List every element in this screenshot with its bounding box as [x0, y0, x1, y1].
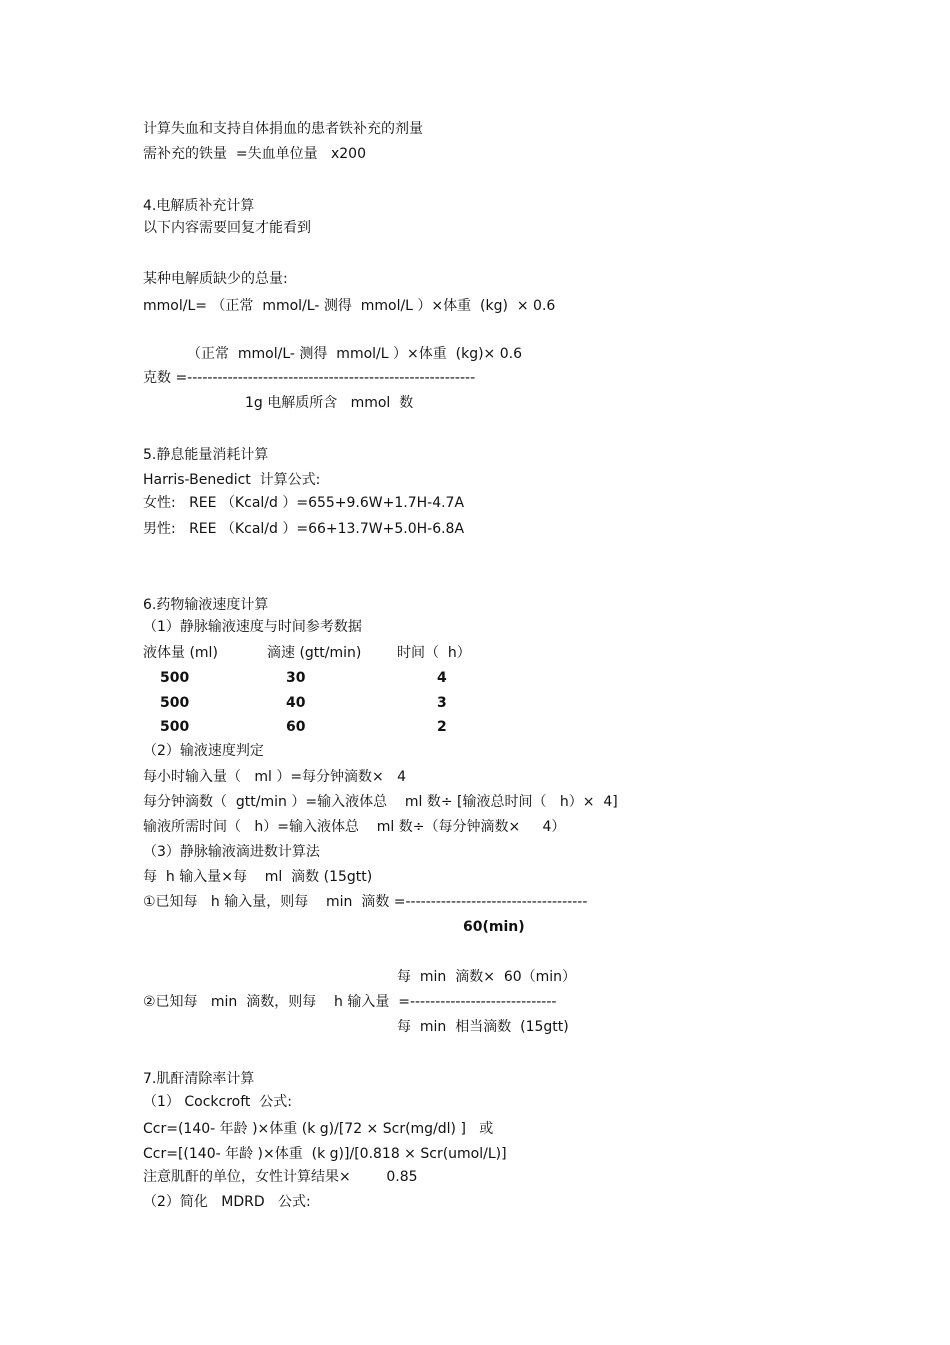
section-heading: 7.肌酐清除率计算	[143, 1071, 255, 1087]
table-cell: 40	[286, 695, 306, 711]
section-heading: 4.电解质补充计算	[143, 198, 255, 214]
text-line: （2）输液速度判定	[143, 743, 264, 759]
formula-denominator: 每 min 相当滴数 (15gtt)	[397, 1019, 569, 1035]
formula-line: 男性: REE （Kcal/d ）=66+13.7W+5.0H-6.8A	[143, 521, 465, 537]
text-line: 某种电解质缺少的总量:	[143, 271, 288, 287]
formula-line: 每分钟滴数（ gtt/min ）=输入液体总 ml 数÷ [输液总时间（ h）× 4]	[143, 794, 618, 810]
formula-line: Ccr=(140- 年龄 )×体重 (k g)/[72 × Scr(mg/dl) ] 或	[143, 1121, 494, 1137]
formula-line: 克数 =---------------------------------------------------------	[143, 370, 476, 386]
table-cell: 60	[286, 719, 306, 735]
table-cell: 3	[437, 695, 447, 711]
formula-line: ①已知每 h 输入量，则每 min 滴数 =------------------------------------	[143, 894, 588, 910]
table-header: 液体量 (ml)	[143, 645, 218, 661]
text-line: 注意肌酐的单位，女性计算结果× 0.85	[143, 1169, 418, 1185]
section-heading: 5.静息能量消耗计算	[143, 447, 269, 463]
formula-line: ②已知每 min 滴数，则每 h 输入量 =-----------------------------	[143, 994, 557, 1010]
text-line: 计算失血和支持自体捐血的患者铁补充的剂量	[143, 121, 423, 137]
formula-numerator: （正常 mmol/L- 测得 mmol/L ）×体重 (kg)× 0.6	[187, 346, 522, 362]
table-cell: 30	[286, 670, 306, 686]
table-header: 滴速 (gtt/min)	[267, 645, 362, 661]
table-cell: 500	[160, 670, 190, 686]
text-line: （2）简化 MDRD 公式:	[143, 1194, 311, 1210]
section-heading: 6.药物输液速度计算	[143, 597, 269, 613]
formula-numerator: 每 min 滴数× 60（min）	[397, 969, 577, 985]
formula-denominator: 1g 电解质所含 mmol 数	[245, 395, 414, 411]
formula-line: Ccr=[(140- 年龄 )×体重 (k g)]/[0.818 × Scr(umol/L)]	[143, 1146, 507, 1162]
formula-line: 每小时输入量（ ml ）=每分钟滴数× 4	[143, 769, 407, 785]
table-cell: 500	[160, 719, 190, 735]
table-cell: 500	[160, 695, 190, 711]
text-line: （3）静脉输液滴进数计算法	[143, 844, 320, 860]
text-line: 需补充的铁量 =失血单位量 x200	[143, 146, 366, 162]
formula-numerator: 每 h 输入量×每 ml 滴数 (15gtt)	[143, 869, 373, 885]
formula-line: mmol/L= （正常 mmol/L- 测得 mmol/L ）×体重 (kg) × 0.6	[143, 298, 556, 314]
table-header: 时间（ h）	[397, 645, 471, 661]
formula-line: 输液所需时间（ h）=输入液体总 ml 数÷（每分钟滴数× 4）	[143, 819, 566, 835]
text-line: （1） Cockcroft 公式:	[143, 1094, 293, 1110]
text-line: （1）静脉输液速度与时间参考数据	[143, 619, 362, 635]
formula-denominator: 60(min)	[463, 919, 525, 935]
text-line: 以下内容需要回复才能看到	[143, 220, 311, 236]
table-cell: 4	[437, 670, 447, 686]
table-cell: 2	[437, 719, 447, 735]
formula-line: 女性: REE （Kcal/d ）=655+9.6W+1.7H-4.7A	[143, 495, 465, 511]
text-line: Harris-Benedict 计算公式:	[143, 472, 321, 488]
